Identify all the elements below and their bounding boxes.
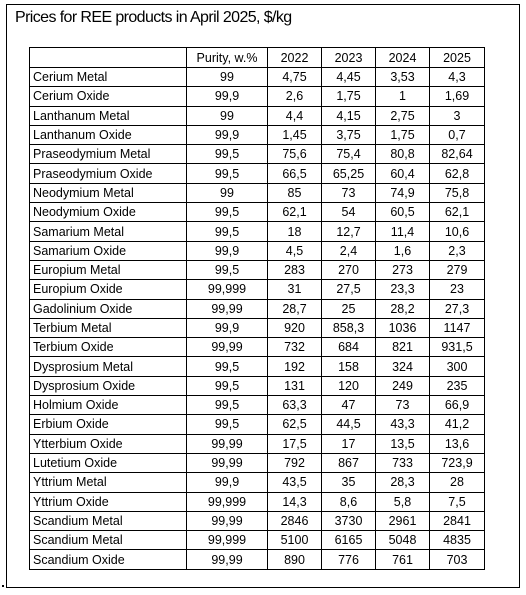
price-2022-cell: 18 <box>268 222 322 241</box>
price-2022-cell: 131 <box>268 376 322 395</box>
purity-cell: 99,5 <box>187 164 268 183</box>
price-2022-cell: 43,5 <box>268 473 322 492</box>
table-row <box>30 203 485 222</box>
price-2022-cell: 4,75 <box>268 68 322 87</box>
product-name-cell: Scandium Metal <box>30 511 187 530</box>
price-2025-cell: 723,9 <box>430 453 485 472</box>
price-2022-cell: 792 <box>268 453 322 472</box>
price-2025-cell: 2,3 <box>430 241 485 260</box>
price-2022-cell: 63,3 <box>268 396 322 415</box>
price-2023-cell: 44,5 <box>322 415 376 434</box>
purity-cell: 99,99 <box>187 299 268 318</box>
price-2024-cell: 1 <box>376 87 430 106</box>
table-row <box>30 222 485 241</box>
price-2023-cell: 73 <box>322 183 376 202</box>
product-name-cell: Terbium Metal <box>30 318 187 337</box>
price-2023-cell: 1,75 <box>322 87 376 106</box>
price-2025-cell: 66,9 <box>430 396 485 415</box>
price-2024-cell: 11,4 <box>376 222 430 241</box>
purity-cell: 99,5 <box>187 222 268 241</box>
price-2025-cell: 1,69 <box>430 87 485 106</box>
column-header-2023: 2023 <box>322 48 376 68</box>
price-2025-cell: 7,5 <box>430 492 485 511</box>
price-2024-cell: 23,3 <box>376 280 430 299</box>
price-2023-cell: 776 <box>322 550 376 569</box>
price-2022-cell: 920 <box>268 318 322 337</box>
price-2023-cell: 4,15 <box>322 106 376 125</box>
purity-cell: 99,5 <box>187 376 268 395</box>
price-2023-cell: 120 <box>322 376 376 395</box>
table-row <box>30 241 485 260</box>
price-2022-cell: 4,5 <box>268 241 322 260</box>
price-2024-cell: 2961 <box>376 511 430 530</box>
price-2022-cell: 283 <box>268 260 322 279</box>
price-2023-cell: 27,5 <box>322 280 376 299</box>
price-2023-cell: 4,45 <box>322 68 376 87</box>
price-2023-cell: 867 <box>322 453 376 472</box>
price-2025-cell: 4835 <box>430 531 485 550</box>
price-2023-cell: 75,4 <box>322 145 376 164</box>
table-row <box>30 260 485 279</box>
purity-cell: 99,9 <box>187 87 268 106</box>
table-row <box>30 164 485 183</box>
table-row <box>30 396 485 415</box>
document-frame <box>6 4 520 588</box>
price-2024-cell: 2,75 <box>376 106 430 125</box>
table-row <box>30 473 485 492</box>
purity-cell: 99,5 <box>187 396 268 415</box>
table-row <box>30 511 485 530</box>
purity-cell: 99 <box>187 183 268 202</box>
price-2024-cell: 73 <box>376 396 430 415</box>
product-name-cell: Samarium Oxide <box>30 241 187 260</box>
product-name-cell: Yttrium Oxide <box>30 492 187 511</box>
table-row <box>30 280 485 299</box>
price-2024-cell: 273 <box>376 260 430 279</box>
price-2024-cell: 5048 <box>376 531 430 550</box>
product-name-cell: Europium Metal <box>30 260 187 279</box>
column-header-2024: 2024 <box>376 48 430 68</box>
column-header-purity: Purity, w.% <box>187 48 268 68</box>
purity-cell: 99,9 <box>187 241 268 260</box>
purity-cell: 99,99 <box>187 338 268 357</box>
product-name-cell: Praseodymium Metal <box>30 145 187 164</box>
price-2025-cell: 82,64 <box>430 145 485 164</box>
price-2025-cell: 703 <box>430 550 485 569</box>
product-name-cell: Scandium Oxide <box>30 550 187 569</box>
table-header-row <box>30 48 485 68</box>
product-name-cell: Scandium Metal <box>30 531 187 550</box>
table-row <box>30 183 485 202</box>
price-2022-cell: 75,6 <box>268 145 322 164</box>
price-2025-cell: 75,8 <box>430 183 485 202</box>
price-2025-cell: 13,6 <box>430 434 485 453</box>
purity-cell: 99,9 <box>187 318 268 337</box>
price-2024-cell: 5,8 <box>376 492 430 511</box>
product-name-cell: Neodymium Oxide <box>30 203 187 222</box>
price-2024-cell: 1,75 <box>376 125 430 144</box>
price-2024-cell: 1,6 <box>376 241 430 260</box>
price-2023-cell: 2,4 <box>322 241 376 260</box>
price-2024-cell: 733 <box>376 453 430 472</box>
product-name-cell: Praseodymium Oxide <box>30 164 187 183</box>
table-row <box>30 492 485 511</box>
table-row <box>30 338 485 357</box>
product-name-cell: Gadolinium Oxide <box>30 299 187 318</box>
price-2022-cell: 890 <box>268 550 322 569</box>
table-body <box>30 68 485 570</box>
purity-cell: 99,5 <box>187 203 268 222</box>
purity-cell: 99,9 <box>187 473 268 492</box>
price-2023-cell: 54 <box>322 203 376 222</box>
table-row <box>30 318 485 337</box>
price-2023-cell: 270 <box>322 260 376 279</box>
price-2022-cell: 732 <box>268 338 322 357</box>
price-2022-cell: 2,6 <box>268 87 322 106</box>
price-2023-cell: 3,75 <box>322 125 376 144</box>
price-2025-cell: 279 <box>430 260 485 279</box>
purity-cell: 99,99 <box>187 511 268 530</box>
price-2023-cell: 684 <box>322 338 376 357</box>
price-2025-cell: 23 <box>430 280 485 299</box>
product-name-cell: Cerium Metal <box>30 68 187 87</box>
product-name-cell: Samarium Metal <box>30 222 187 241</box>
price-2023-cell: 8,6 <box>322 492 376 511</box>
price-2023-cell: 858,3 <box>322 318 376 337</box>
table-row <box>30 145 485 164</box>
table-row <box>30 531 485 550</box>
purity-cell: 99,99 <box>187 550 268 569</box>
table-row <box>30 434 485 453</box>
price-2022-cell: 17,5 <box>268 434 322 453</box>
price-2024-cell: 60,4 <box>376 164 430 183</box>
table-row <box>30 550 485 569</box>
price-2022-cell: 5100 <box>268 531 322 550</box>
purity-cell: 99 <box>187 68 268 87</box>
price-2022-cell: 192 <box>268 357 322 376</box>
purity-cell: 99 <box>187 106 268 125</box>
product-name-cell: Dysprosium Metal <box>30 357 187 376</box>
price-2024-cell: 60,5 <box>376 203 430 222</box>
price-2023-cell: 12,7 <box>322 222 376 241</box>
table-row <box>30 299 485 318</box>
column-header-2025: 2025 <box>430 48 485 68</box>
price-2025-cell: 41,2 <box>430 415 485 434</box>
price-2023-cell: 17 <box>322 434 376 453</box>
price-2024-cell: 821 <box>376 338 430 357</box>
table-row <box>30 357 485 376</box>
price-2024-cell: 249 <box>376 376 430 395</box>
product-name-cell: Lanthanum Oxide <box>30 125 187 144</box>
price-2024-cell: 3,53 <box>376 68 430 87</box>
price-2022-cell: 31 <box>268 280 322 299</box>
price-2025-cell: 27,3 <box>430 299 485 318</box>
purity-cell: 99,5 <box>187 415 268 434</box>
price-2024-cell: 28,3 <box>376 473 430 492</box>
price-2024-cell: 324 <box>376 357 430 376</box>
price-2022-cell: 62,1 <box>268 203 322 222</box>
price-2025-cell: 300 <box>430 357 485 376</box>
product-name-cell: Dysprosium Oxide <box>30 376 187 395</box>
price-2022-cell: 28,7 <box>268 299 322 318</box>
price-2025-cell: 0,7 <box>430 125 485 144</box>
product-name-cell: Yttrium Metal <box>30 473 187 492</box>
purity-cell: 99,999 <box>187 280 268 299</box>
product-name-cell: Neodymium Metal <box>30 183 187 202</box>
purity-cell: 99,5 <box>187 260 268 279</box>
price-2022-cell: 66,5 <box>268 164 322 183</box>
price-2025-cell: 235 <box>430 376 485 395</box>
price-2023-cell: 6165 <box>322 531 376 550</box>
table-row <box>30 125 485 144</box>
product-name-cell: Ytterbium Oxide <box>30 434 187 453</box>
price-2025-cell: 62,1 <box>430 203 485 222</box>
price-2022-cell: 4,4 <box>268 106 322 125</box>
price-2022-cell: 1,45 <box>268 125 322 144</box>
purity-cell: 99,99 <box>187 434 268 453</box>
table-row <box>30 453 485 472</box>
price-2025-cell: 931,5 <box>430 338 485 357</box>
price-2025-cell: 2841 <box>430 511 485 530</box>
product-name-cell: Lanthanum Metal <box>30 106 187 125</box>
price-2022-cell: 14,3 <box>268 492 322 511</box>
price-2022-cell: 62,5 <box>268 415 322 434</box>
price-2022-cell: 2846 <box>268 511 322 530</box>
purity-cell: 99,9 <box>187 125 268 144</box>
product-name-cell: Terbium Oxide <box>30 338 187 357</box>
price-2022-cell: 85 <box>268 183 322 202</box>
product-name-cell: Cerium Oxide <box>30 87 187 106</box>
product-name-cell: Lutetium Oxide <box>30 453 187 472</box>
purity-cell: 99,999 <box>187 492 268 511</box>
price-2023-cell: 3730 <box>322 511 376 530</box>
price-2023-cell: 47 <box>322 396 376 415</box>
price-2023-cell: 65,25 <box>322 164 376 183</box>
column-header-product <box>30 48 187 68</box>
document-title: Prices for REE products in April 2025, $/kg <box>15 9 292 26</box>
corner-mark <box>2 585 4 587</box>
price-2024-cell: 761 <box>376 550 430 569</box>
price-2024-cell: 1036 <box>376 318 430 337</box>
purity-cell: 99,999 <box>187 531 268 550</box>
price-2024-cell: 28,2 <box>376 299 430 318</box>
table-row <box>30 415 485 434</box>
price-2024-cell: 80,8 <box>376 145 430 164</box>
column-header-2022: 2022 <box>268 48 322 68</box>
price-2024-cell: 43,3 <box>376 415 430 434</box>
price-2023-cell: 25 <box>322 299 376 318</box>
table-row <box>30 376 485 395</box>
product-name-cell: Europium Oxide <box>30 280 187 299</box>
table-row <box>30 106 485 125</box>
price-2025-cell: 4,3 <box>430 68 485 87</box>
price-2025-cell: 28 <box>430 473 485 492</box>
product-name-cell: Holmium Oxide <box>30 396 187 415</box>
price-2025-cell: 62,8 <box>430 164 485 183</box>
table-row <box>30 68 485 87</box>
price-2024-cell: 74,9 <box>376 183 430 202</box>
purity-cell: 99,5 <box>187 357 268 376</box>
price-2023-cell: 35 <box>322 473 376 492</box>
product-name-cell: Erbium Oxide <box>30 415 187 434</box>
price-2025-cell: 1147 <box>430 318 485 337</box>
prices-table <box>29 47 485 570</box>
table-row <box>30 87 485 106</box>
price-2025-cell: 3 <box>430 106 485 125</box>
purity-cell: 99,5 <box>187 145 268 164</box>
purity-cell: 99,99 <box>187 453 268 472</box>
price-2025-cell: 10,6 <box>430 222 485 241</box>
price-2023-cell: 158 <box>322 357 376 376</box>
price-2024-cell: 13,5 <box>376 434 430 453</box>
